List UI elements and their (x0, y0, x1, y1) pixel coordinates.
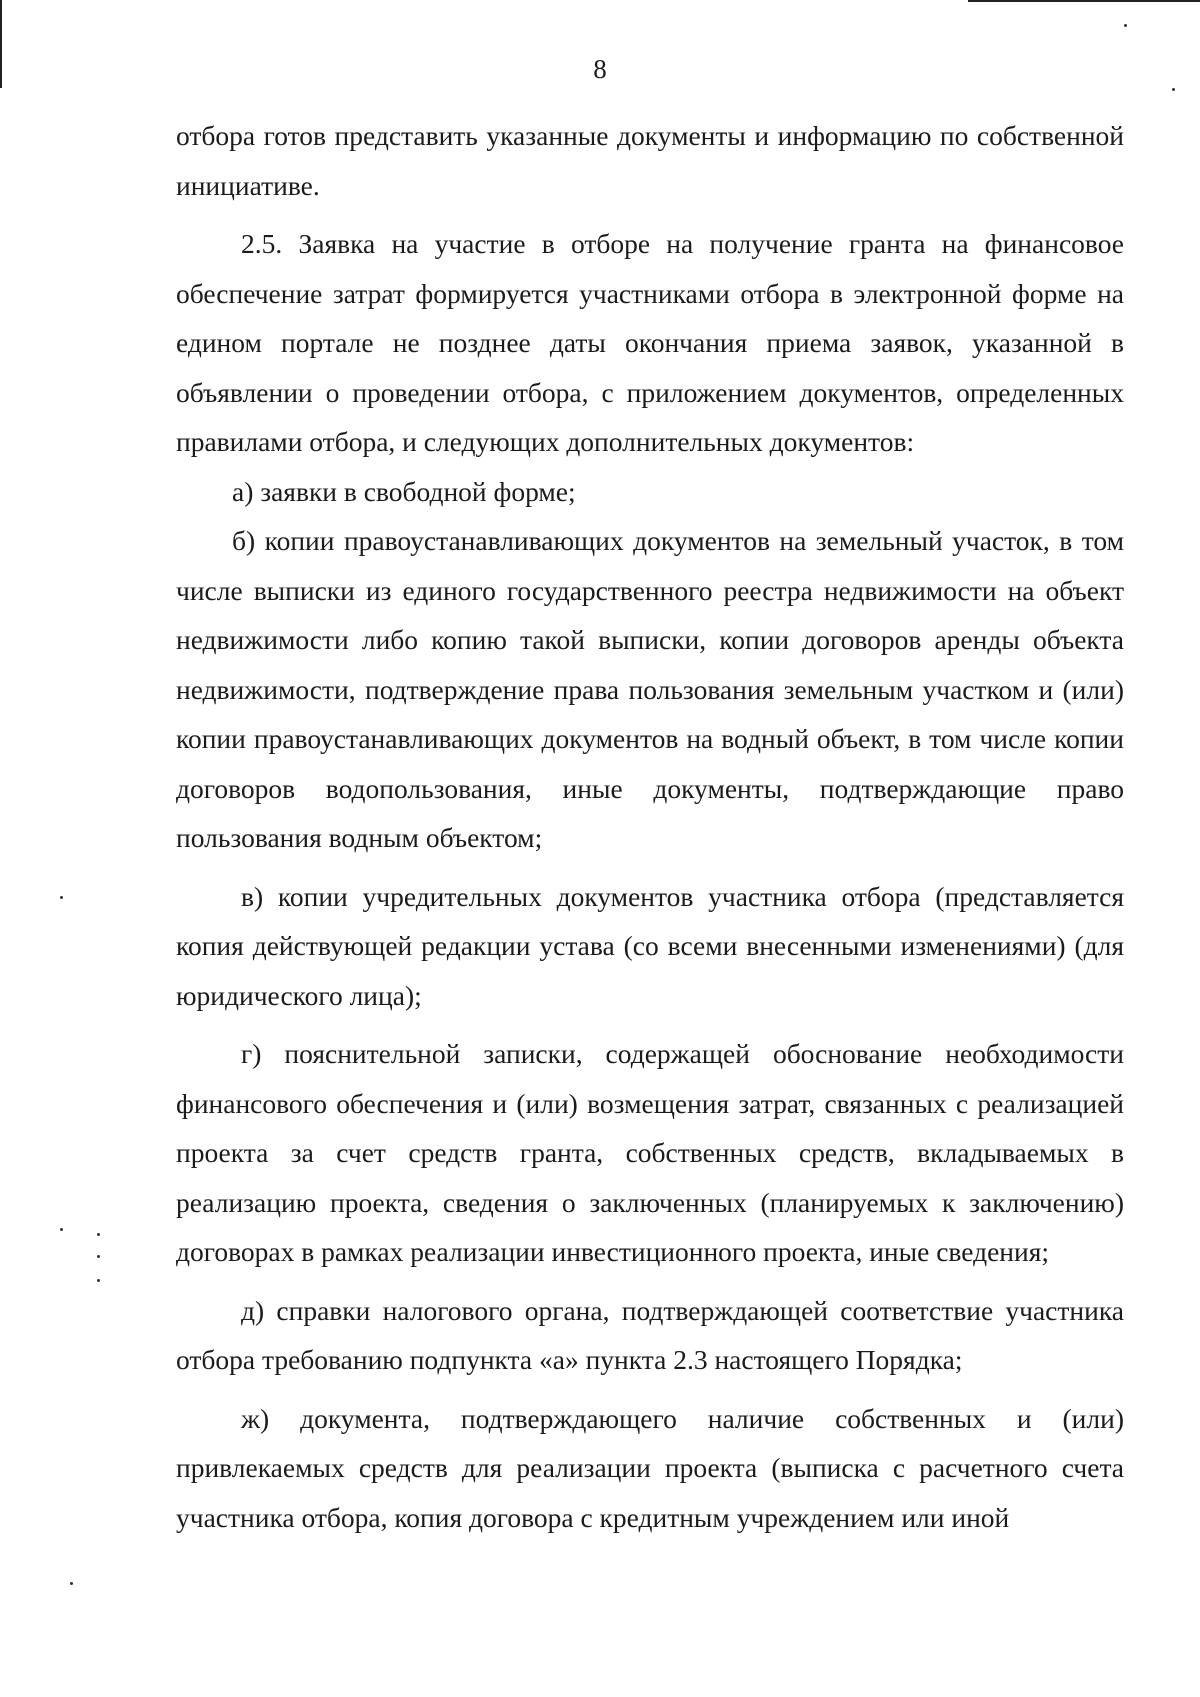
page-number: 8 (593, 54, 607, 84)
scan-speck (1172, 88, 1175, 91)
scan-speck (60, 1228, 63, 1231)
paragraph-continuation: отбора готов представить указанные документы и информацию по собственной инициативе. (176, 120, 1124, 201)
scan-speck (70, 1582, 73, 1585)
list-item-a: а) заявки в свободной форме; (232, 475, 576, 507)
paragraph-2-5: 2.5. Заявка на участие в отборе на получение гранта на финансовое обеспечение затрат формируется участниками отбора в электронной форме на едином портале не позднее даты окончания приема заявок, указанной в объявлении о проведении отбора, с приложением документов, определенных правилами отбора, и следующих дополнительных документов: (176, 228, 1124, 457)
list-item-zh: ж) документа, подтверждающего наличие собственных и (или) привлекаемых средств для реализации проекта (выписка с расчетного счета участника отбора, копия договора с кредитным учреждением или иной (176, 1402, 1124, 1533)
scan-top-line (968, 0, 1200, 2)
list-item-d: д) справки налогового органа, подтверждающей соответствие участника отбора требованию подпункта «а» пункта 2.3 настоящего Порядка; (176, 1294, 1124, 1375)
list-item-v: в) копии учредительных документов участника отбора (представляется копия действующей редакции устава (со всеми внесенными изменениями) (для юридического лица); (176, 880, 1124, 1011)
scan-speck (97, 1233, 100, 1236)
scan-speck (97, 1279, 100, 1282)
list-item-b: б) копии правоустанавливающих документов на земельный участок, в том числе выписки из единого государственного реестра недвижимости на объект недвижимости либо копию такой выписки, копии договоров аренды объекта недвижимости, подтверждение права пользования земельным участком и (или) копии правоустанавливающих документов на водный объект, в том числе копии договоров водопользования, иные документы, подтверждающие право пользования водным объектом; (176, 525, 1124, 853)
document-body (176, 111, 1124, 1542)
list-item-g: г) пояснительной записки, содержащей обоснование необходимости финансового обеспечения и (или) возмещения затрат, связанных с реализацией проекта за счет средств гранта, собственных средств, вкладываемых в реализацию проекта, сведения о заключенных (планируемых к заключению) договорах в рамках реализации инвестиционного проекта, иные сведения; (176, 1038, 1124, 1267)
scan-speck (97, 1255, 100, 1258)
scan-speck (1124, 24, 1127, 27)
scan-speck (60, 896, 63, 899)
